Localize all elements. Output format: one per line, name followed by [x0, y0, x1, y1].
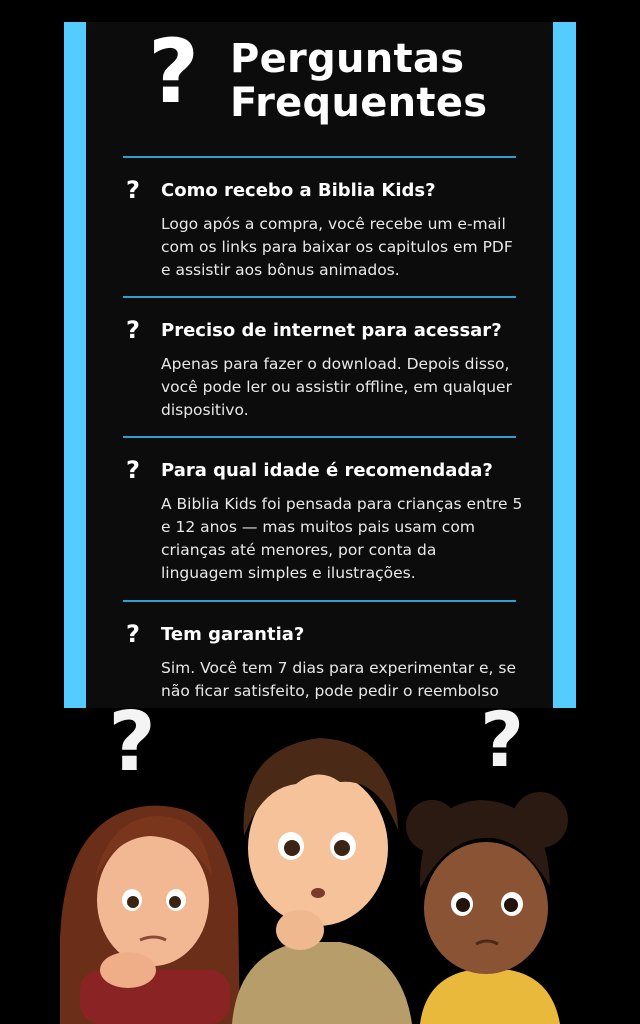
faq-question: Para qual idade é recomendada?	[161, 460, 493, 481]
question-mark-icon: ?	[126, 316, 140, 344]
faq-answer: Apenas para fazer o download. Depois disso, você pode ler ou assistir offline, em qualquer dispositivo.	[161, 355, 512, 419]
faq-panel	[86, 22, 553, 708]
question-mark-icon: ?	[126, 620, 140, 648]
faq-question: Preciso de internet para acessar?	[161, 320, 502, 341]
question-mark-icon: ?	[148, 22, 200, 123]
girl-right-figure	[406, 792, 568, 1024]
faq-question: Tem garantia?	[161, 624, 305, 645]
question-mark-icon: ?	[126, 456, 140, 484]
faq-header	[86, 22, 553, 156]
question-mark-icon: ?	[126, 176, 140, 204]
boy-center-figure	[232, 738, 412, 1024]
faq-item-internet[interactable]	[123, 298, 516, 436]
faq-answer: A Biblia Kids foi pensada para crianças entre 5 e 12 anos — mas muitos pais usam com crianças até menores, por conta da linguagem simples e ilustrações.	[161, 495, 523, 582]
faq-item-age[interactable]	[123, 438, 523, 600]
faq-item-delivery[interactable]	[123, 158, 516, 296]
faq-question: Como recebo a Biblia Kids?	[161, 180, 436, 201]
page-title: Perguntas Frequentes	[230, 36, 488, 126]
faq-list	[123, 156, 523, 708]
faq-item-guarantee[interactable]	[123, 602, 516, 708]
faq-answer: Logo após a compra, você recebe um e-mail com os links para baixar os capitulos em PDF e assistir aos bônus animados.	[161, 215, 513, 279]
girl-left-figure	[60, 806, 240, 1024]
question-mark-icon: ?	[108, 708, 156, 790]
faq-answer: Sim. Você tem 7 dias para experimentar e, se não ficar satisfeito, pode pedir o reembolso	[161, 659, 517, 700]
question-mark-icon: ?	[479, 708, 525, 784]
kids-illustration	[0, 708, 640, 1024]
